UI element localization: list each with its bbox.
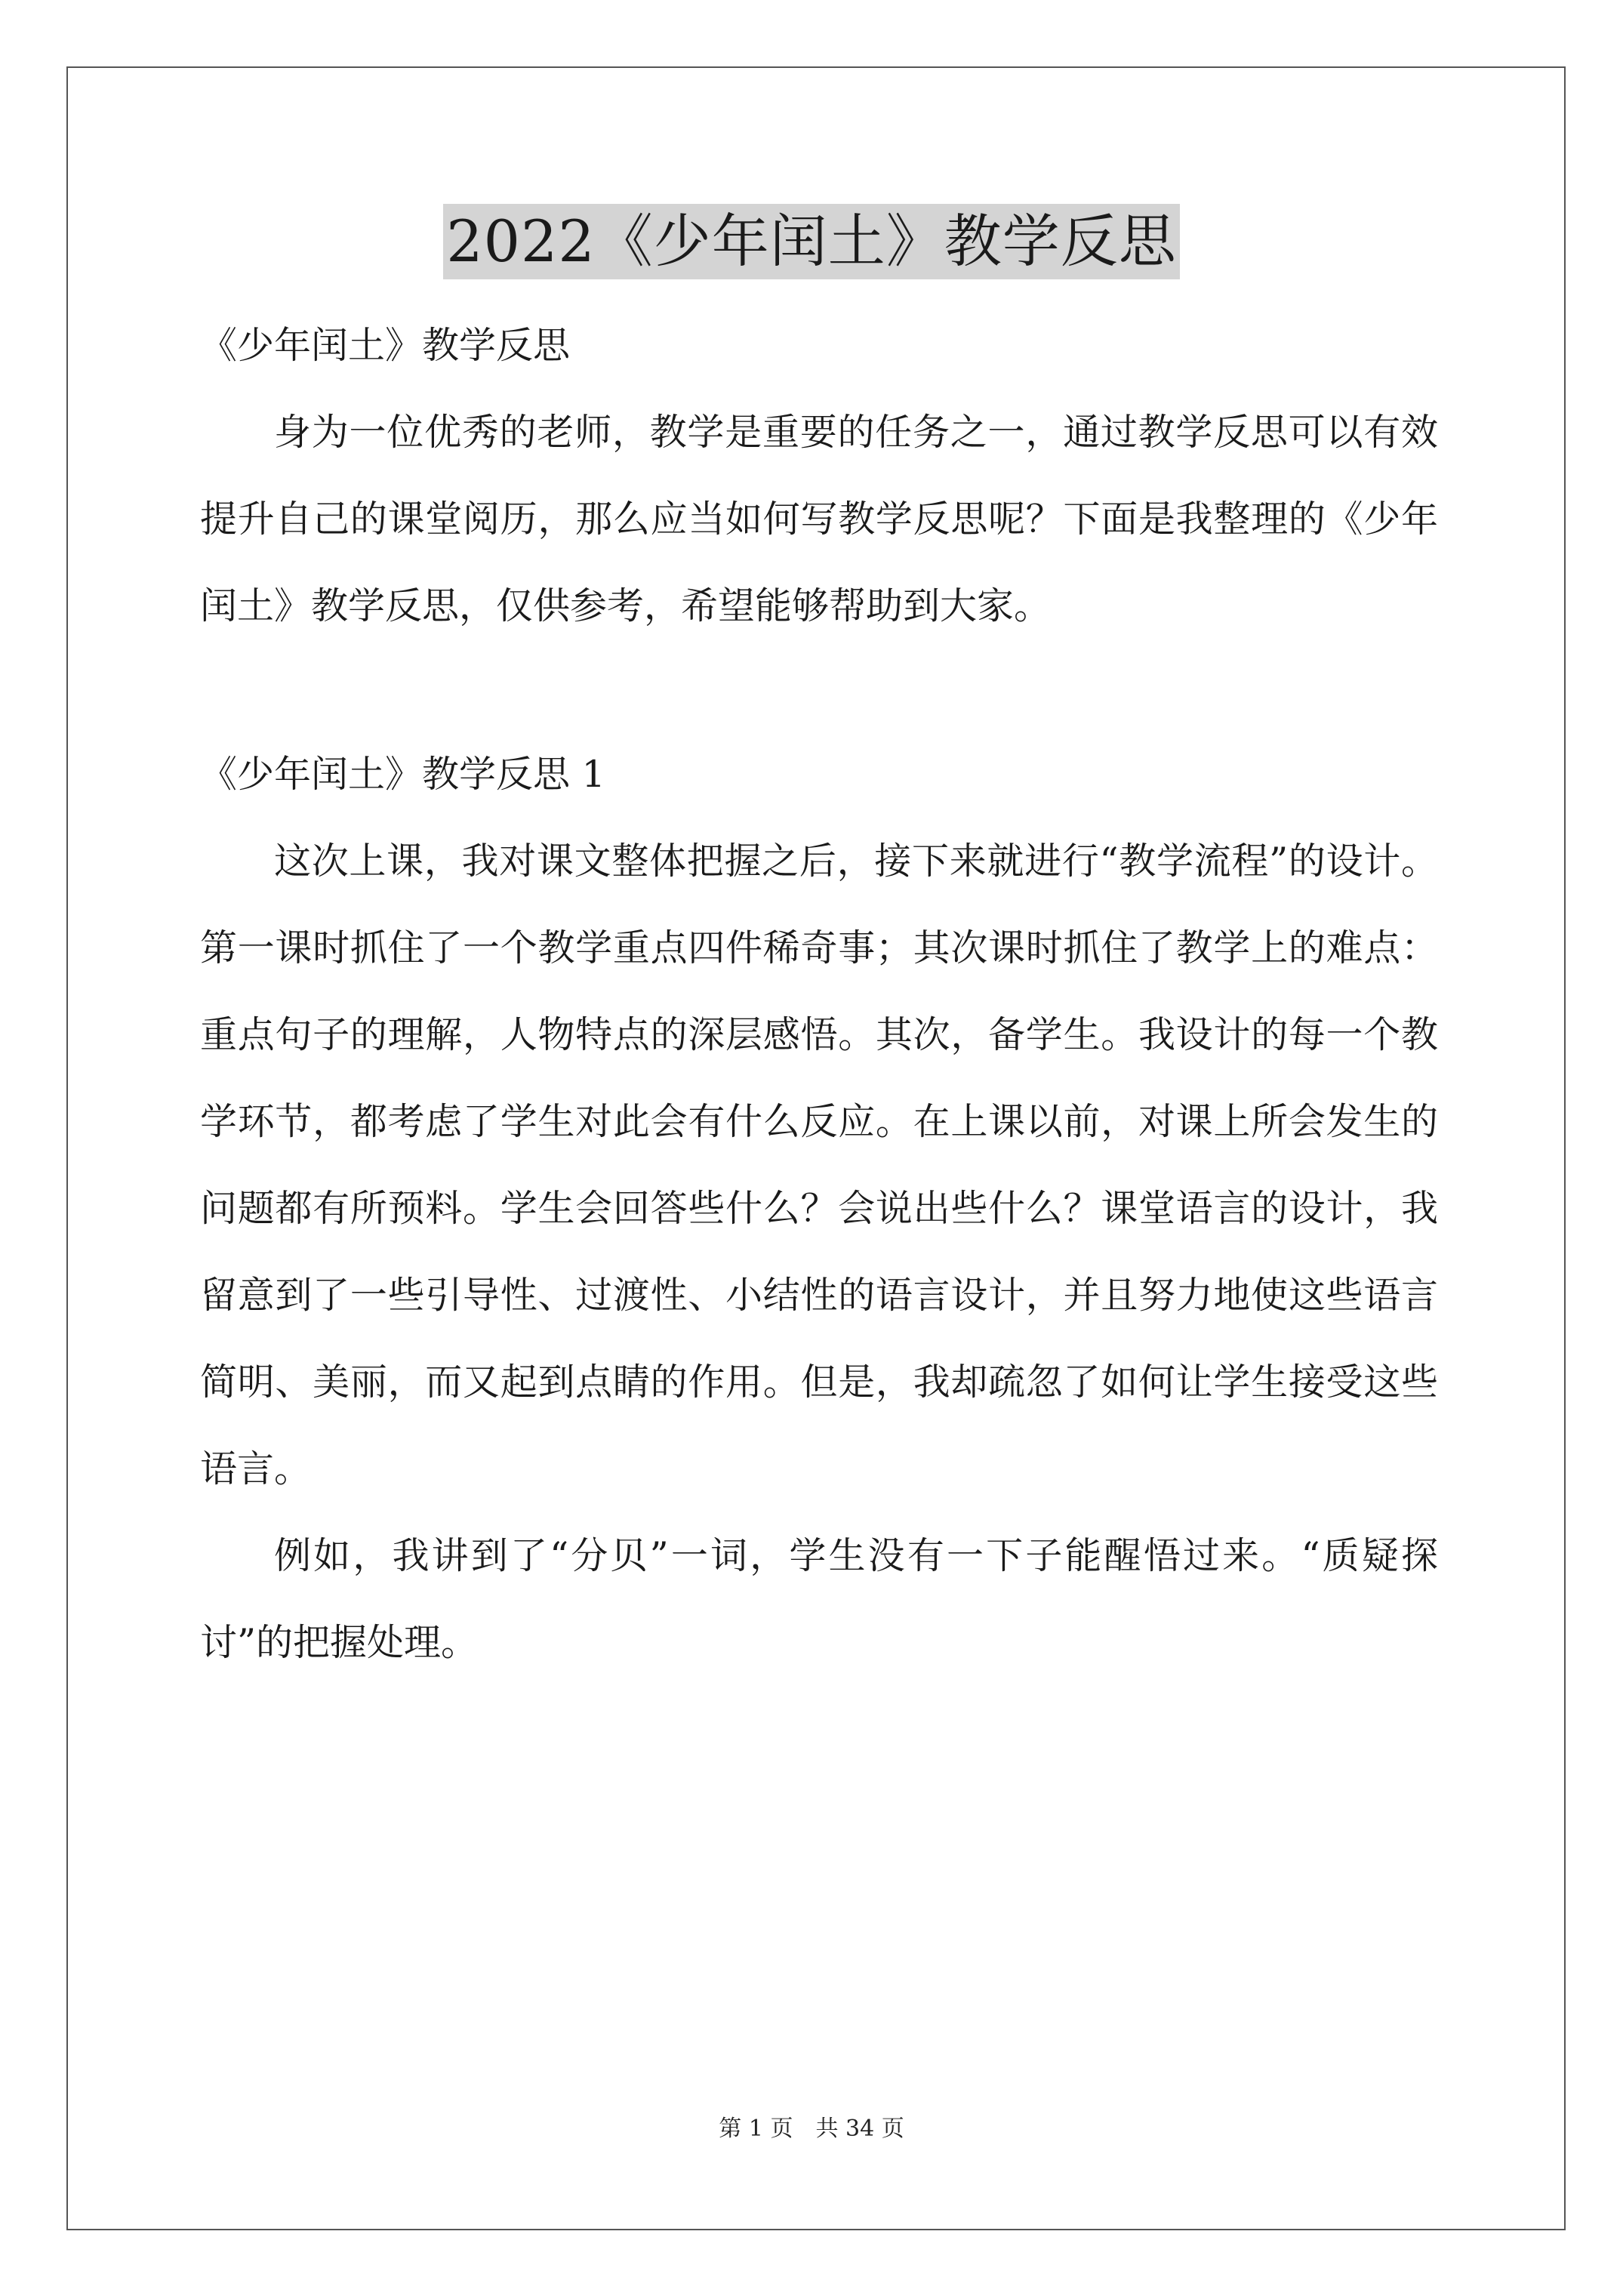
page-footer: [0, 2114, 1623, 2144]
section1-heading: 《少年闰土》教学反思 1: [200, 753, 605, 796]
document-title: 2022《少年闰土》教学反思: [443, 204, 1179, 279]
intro-paragraph: 身为一位优秀的老师，教学是重要的任务之一，通过教学反思可以有效提升自己的课堂阅历，那么应当如何写教学反思呢？下面是我整理的《少年闰土》教学反思，仅供参考，希望能够帮助到大家。: [200, 411, 1438, 627]
section1-paragraph-1: 这次上课，我对课文整体把握之后，接下来就进行“教学流程”的设计。第一课时抓住了一个教学重点四件稀奇事；其次课时抓住了教学上的难点：重点句子的理解，人物特点的深层感悟。其次，备学生。我设计的每一个教学环节，都考虑了学生对此会有什么反应。在上课以前，对课上所会发生的问题都有所预料。学生会回答些什么？会说出些什么？课堂语言的设计，我留意到了一些引导性、过渡性、小结性的语言设计，并且努力地使这些语言简明、美丽，而又起到点睛的作用。但是，我却疏忽了如何让学生接受这些语言。: [200, 840, 1438, 1490]
section1-paragraph-2: 例如，我讲到了“分贝”一词，学生没有一下子能醒悟过来。“质疑探讨”的把握处理。: [200, 1534, 1438, 1664]
page-number: 第 1 页 共 34 页: [719, 2116, 904, 2142]
intro-heading: 《少年闰土》教学反思: [200, 324, 571, 367]
document-body: [200, 302, 1438, 1686]
title-container: [0, 204, 1623, 279]
